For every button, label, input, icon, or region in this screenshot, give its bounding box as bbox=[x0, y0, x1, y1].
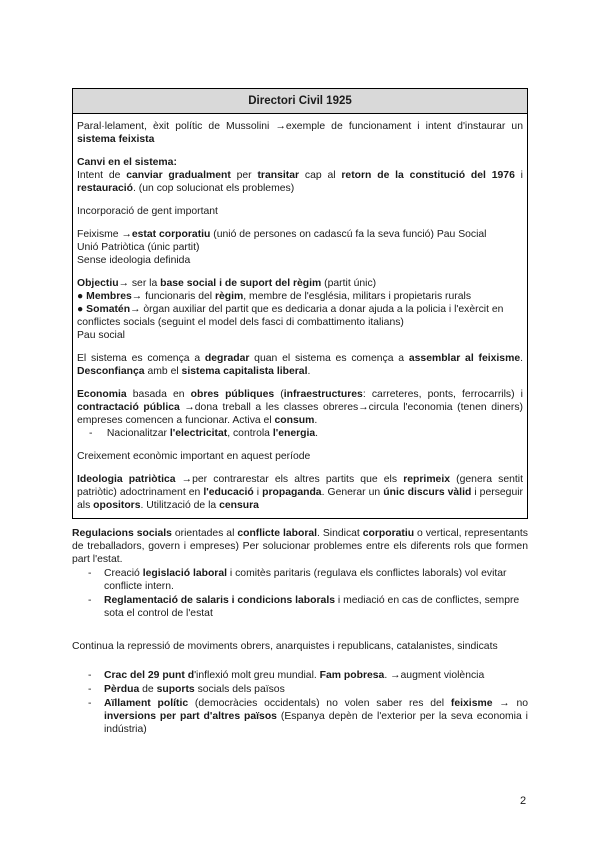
list-item bbox=[72, 683, 528, 696]
membres-text-1: → funcionaris del bbox=[131, 291, 215, 302]
crisi-bold-1: Pèrdua bbox=[104, 684, 140, 695]
ideologia-text-1: →per contrarestar els altres partits que els bbox=[175, 474, 404, 485]
body-text bbox=[72, 527, 528, 736]
degradar-bold-3: Desconfiança bbox=[77, 366, 145, 377]
membres-bold: Membres bbox=[86, 291, 132, 302]
feixisme-paragraph bbox=[77, 228, 523, 267]
objectiu-text-1: → ser la bbox=[118, 278, 161, 289]
ideologia-bold-5: únic discurs vàlid bbox=[383, 487, 472, 498]
nacionalitzar-line bbox=[77, 428, 318, 439]
objectiu-bold-2: base social i de suport del règim bbox=[160, 278, 322, 289]
canvi-text-5: . (un cop solucionat els problemes) bbox=[133, 183, 295, 194]
canvi-text-1: Intent de bbox=[77, 170, 127, 181]
nacionalitzar-text-2: , controla bbox=[227, 428, 273, 439]
degradar-text-4: amb el bbox=[144, 366, 182, 377]
economia-bold-5: consum bbox=[274, 415, 315, 426]
ideologia-paragraph bbox=[77, 473, 523, 512]
ideologia-bold-2: reprimeix bbox=[403, 474, 451, 485]
canvi-text-4: i bbox=[514, 170, 523, 181]
regulacions-list bbox=[72, 567, 528, 620]
somaten-text: → òrgan auxiliar del partit que es dedicaria a donar ajuda a la policia i l'exèrcit en conflictes socials (seguint el model dels fasci di combattimento italians) bbox=[77, 304, 504, 328]
crisi-text-1: 'inflexió molt greu mundial. bbox=[194, 670, 320, 681]
crisi-text-2: . →augment violència bbox=[384, 670, 485, 681]
ideologia-bold-1: Ideologia patriòtica bbox=[77, 474, 176, 485]
canvi-bold-1: canviar gradualment bbox=[126, 170, 231, 181]
list-item bbox=[72, 669, 528, 682]
economia-bold-1: Economia bbox=[77, 389, 127, 400]
economia-text-1: basada en bbox=[126, 389, 191, 400]
nacionalitzar-text-1: Nacionalitzar bbox=[106, 428, 170, 439]
nacionalitzar-text-3: . bbox=[315, 428, 319, 439]
feixisme-bold-1: estat corporatiu bbox=[131, 229, 211, 240]
crisi-text-2: → no bbox=[492, 698, 529, 709]
dash-marker: - bbox=[88, 595, 92, 606]
incorporacio-paragraph: Incorporació de gent important bbox=[77, 206, 218, 217]
intro-paragraph bbox=[77, 120, 523, 146]
feixisme-line-3: Sense ideologia definida bbox=[77, 255, 191, 266]
degradar-text-1: El sistema es comença a bbox=[77, 353, 205, 364]
economia-paragraph bbox=[77, 388, 523, 440]
canvi-bold-4: restauració bbox=[77, 183, 134, 194]
ideologia-bold-4: propaganda bbox=[262, 487, 322, 498]
ideologia-text-5: i perseguir als bbox=[77, 487, 523, 511]
dash-marker: - bbox=[89, 428, 93, 439]
crisi-list bbox=[72, 669, 528, 736]
crisi-bold-3: inversions per part d'altres països bbox=[104, 711, 277, 722]
regulacions-bold-3: corporatiu bbox=[362, 528, 415, 539]
canvi-paragraph bbox=[77, 156, 523, 195]
feixisme-line-2: Unió Patriòtica (únic partit) bbox=[77, 242, 200, 253]
box-title: Directori Civil 1925 bbox=[73, 89, 527, 114]
canvi-text-3: cap al bbox=[299, 170, 342, 181]
objectiu-bold-1: Objectiu bbox=[77, 278, 119, 289]
degradar-paragraph bbox=[77, 352, 523, 378]
feixisme-text-1: Feixisme → bbox=[77, 229, 132, 240]
regulacions-text-1: orientades al bbox=[171, 528, 238, 539]
reg-item-text-2: i comitès paritaris (regulava els conflictes laborals) vol evitar conflicte intern. bbox=[104, 568, 507, 592]
dash-marker: - bbox=[88, 684, 92, 695]
canvi-heading: Canvi en el sistema: bbox=[77, 157, 177, 168]
regulacions-text-2: . Sindicat bbox=[317, 528, 363, 539]
economia-text-2: ( bbox=[274, 389, 284, 400]
crisi-bold-1: Crac del 29 punt d bbox=[104, 670, 195, 681]
box-body bbox=[73, 114, 527, 518]
list-item bbox=[72, 697, 528, 736]
creixement-paragraph: Creixement econòmic important en aquest període bbox=[77, 451, 311, 462]
ideologia-bold-7: censura bbox=[219, 500, 259, 511]
crisi-text-3: (Espanya depèn de l'exterior per la seva economia i indústria) bbox=[104, 711, 528, 735]
ideologia-text-2: (genera sentit patriòtic) adoctrinament en bbox=[77, 474, 523, 498]
regulacions-paragraph bbox=[72, 527, 528, 566]
dash-marker: - bbox=[88, 698, 92, 709]
canvi-text-2: per bbox=[230, 170, 258, 181]
canvi-bold-2: transitar bbox=[257, 170, 300, 181]
membres-bold-2: règim bbox=[214, 291, 244, 302]
intro-bold: sistema feixista bbox=[77, 134, 155, 145]
crisi-bold-2: Fam pobresa bbox=[319, 670, 385, 681]
crisi-text-2: socials dels països bbox=[194, 684, 285, 695]
economia-bold-3: infraestructures bbox=[283, 389, 363, 400]
ideologia-text-4: . Generar un bbox=[321, 487, 384, 498]
somaten-bold: Somatén bbox=[86, 304, 131, 315]
reg-item-text-2: i mediació en cas de conflictes, sempre sota el control de l'estat bbox=[104, 595, 520, 619]
ideologia-bold-6: opositors bbox=[93, 500, 141, 511]
ideologia-bold-3: l'educació bbox=[203, 487, 254, 498]
economia-text-5: . bbox=[314, 415, 318, 426]
membres-text-2: , membre de l'església, militars i propietaris rurals bbox=[243, 291, 472, 302]
canvi-bold-3: retorn de la constitució del 1976 bbox=[341, 170, 515, 181]
list-item bbox=[72, 594, 528, 620]
crisi-bold-2: feixisme bbox=[450, 698, 493, 709]
pau-social: Pau social bbox=[77, 330, 125, 341]
page-number: 2 bbox=[520, 795, 527, 807]
list-item bbox=[72, 567, 528, 593]
degradar-text-3: . bbox=[520, 353, 523, 364]
objectiu-text-2: (partit únic) bbox=[321, 278, 377, 289]
page-content bbox=[72, 88, 528, 737]
ideologia-text-3: i bbox=[253, 487, 263, 498]
economia-text-3: : carreteres, ponts, ferrocarrils) i bbox=[362, 389, 523, 400]
crisi-bold-1: Aïllament polític bbox=[104, 698, 189, 709]
repressio-paragraph: Continua la repressió de moviments obrers, anarquistes i republicans, catalanistes, sindicats bbox=[72, 641, 498, 652]
degradar-text-2: quan el sistema es comença a bbox=[249, 353, 409, 364]
nacionalitzar-bold-2: l'energia bbox=[272, 428, 316, 439]
regulacions-bold-2: conflicte laboral bbox=[237, 528, 318, 539]
degradar-bold-1: degradar bbox=[204, 353, 250, 364]
economia-text-4: →dona treball a les classes obreres→circula l'economia (tenen diners) empreses comencen a funcionar. Activa el bbox=[77, 402, 524, 426]
reg-item-bold: Reglamentació de salaris i condicions laborals bbox=[104, 595, 335, 606]
reg-item-bold: legislació laboral bbox=[142, 568, 228, 579]
summary-box bbox=[72, 88, 528, 519]
feixisme-text-2: (unió de persones on cadascú fa la seva funció) Pau Social bbox=[210, 229, 487, 240]
intro-text: Paral·lelament, èxit polític de Mussolini →exemple de funcionament i intent d'instaurar un bbox=[77, 121, 523, 132]
degradar-bold-2: assemblar al feixisme bbox=[408, 353, 521, 364]
regulacions-bold-1: Regulacions socials bbox=[72, 528, 172, 539]
economia-bold-2: obres públiques bbox=[190, 389, 275, 400]
bullet-icon: ● bbox=[77, 304, 87, 315]
objectiu-paragraph bbox=[77, 277, 523, 342]
degradar-bold-4: sistema capitalista liberal bbox=[181, 366, 308, 377]
degradar-text-5: . bbox=[307, 366, 311, 377]
crisi-text-1: de bbox=[139, 684, 157, 695]
crisi-bold-2: suports bbox=[156, 684, 195, 695]
reg-item-text-1: Creació bbox=[104, 568, 143, 579]
bullet-icon: ● bbox=[77, 291, 87, 302]
economia-bold-4: contractació pública bbox=[77, 402, 180, 413]
ideologia-text-6: . Utilització de la bbox=[140, 500, 220, 511]
nacionalitzar-bold-1: l'electricitat bbox=[169, 428, 228, 439]
crisi-text-1: (democràcies occidentals) no volen saber res del bbox=[188, 698, 451, 709]
regulacions-text-3: o vertical, representants de treballadors, govern i empreses) Per solucionar problemes entre els diferents rols que formen part l'estat. bbox=[72, 528, 528, 565]
dash-marker: - bbox=[88, 568, 92, 579]
dash-marker: - bbox=[88, 670, 92, 681]
